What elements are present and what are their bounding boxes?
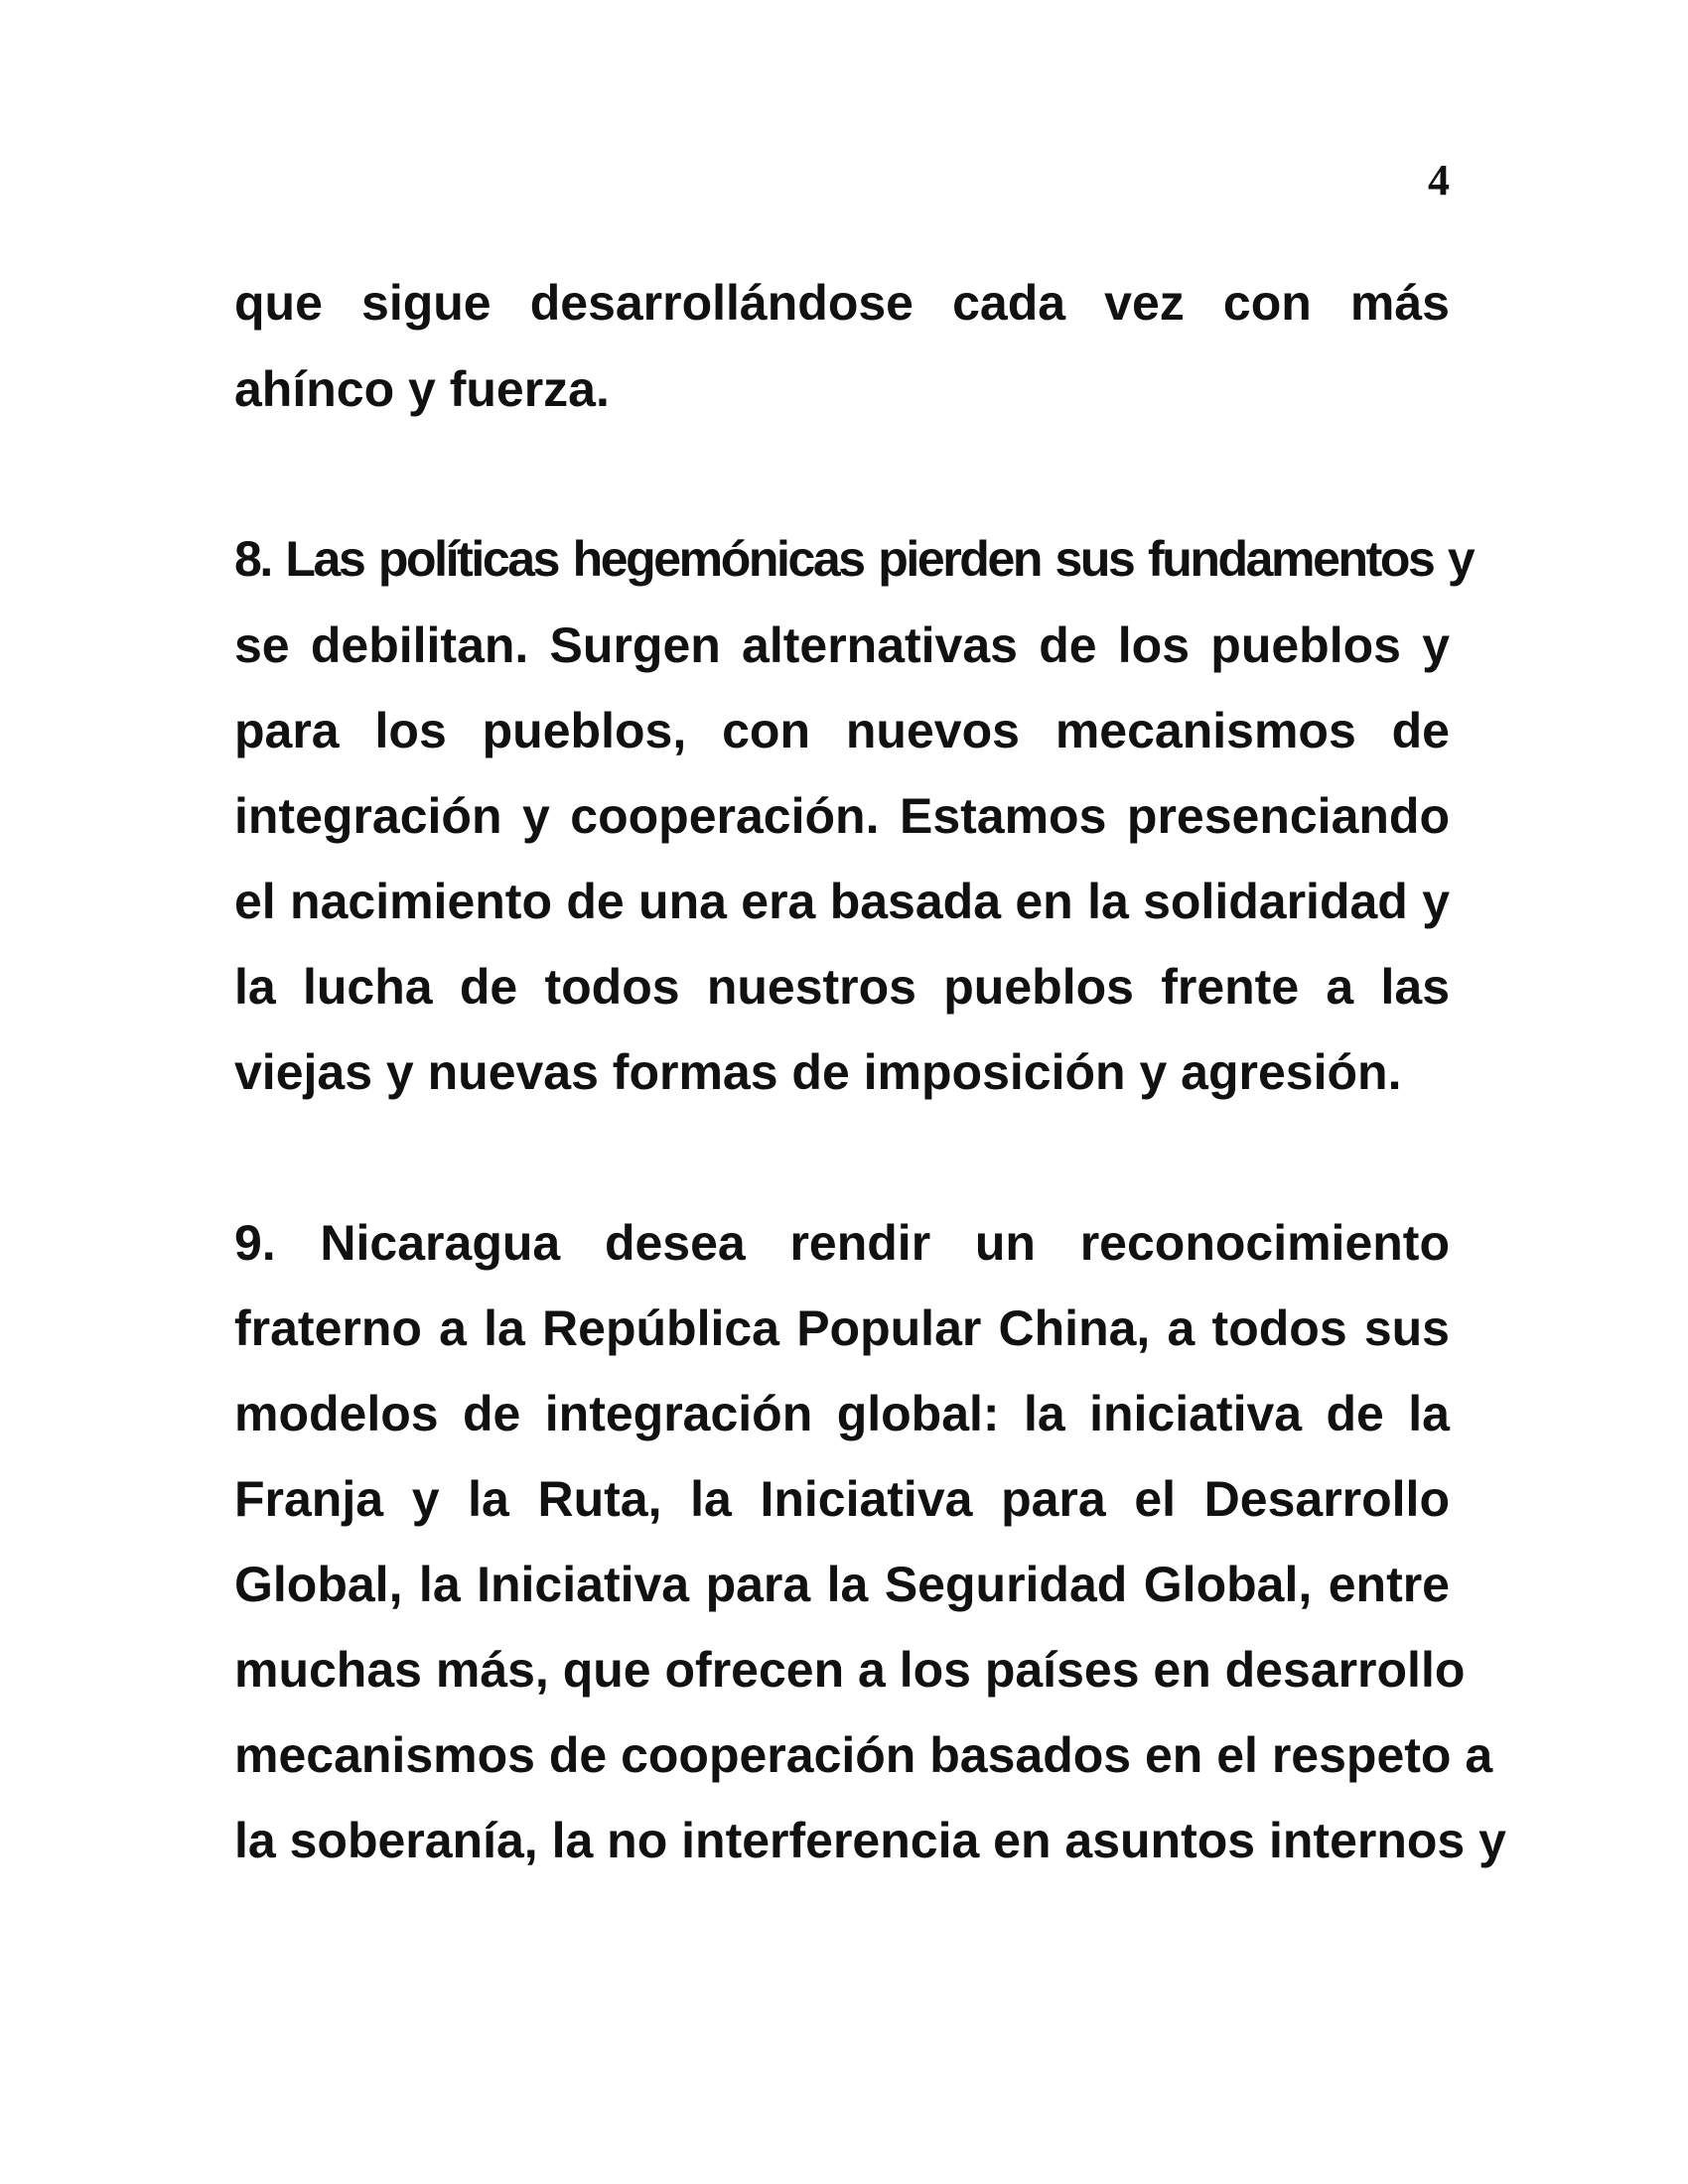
paragraph-line: modelos de integración global: la iniciativa de la	[234, 1386, 1450, 1441]
paragraph-line: 8. Las políticas hegemónicas pierden sus fundamentos y	[234, 531, 1474, 587]
paragraph-line: que sigue desarrollándose cada vez con más	[234, 275, 1450, 331]
paragraph-line: viejas y nuevas formas de imposición y agresión.	[234, 1044, 1402, 1100]
paragraph-line: mecanismos de cooperación basados en el respeto a	[234, 1727, 1493, 1783]
paragraph-line: fraterno a la República Popular China, a todos sus	[234, 1300, 1450, 1356]
paragraph-line: la lucha de todos nuestros pueblos frente a las	[234, 959, 1450, 1015]
paragraph-line: la soberanía, la no interferencia en asuntos internos y	[234, 1813, 1506, 1868]
paragraph-line: se debilitan. Surgen alternativas de los pueblos y	[234, 617, 1450, 673]
paragraph-line: para los pueblos, con nuevos mecanismos de	[234, 703, 1450, 758]
paragraph-line: Franja y la Ruta, la Iniciativa para el Desarrollo	[234, 1471, 1450, 1527]
paragraph-line: ahínco y fuerza.	[234, 361, 610, 417]
paragraph-line: 9. Nicaragua desea rendir un reconocimiento	[234, 1215, 1450, 1271]
paragraph-line: muchas más, que ofrecen a los países en desarrollo	[234, 1642, 1466, 1698]
page-number: 4	[1428, 156, 1450, 205]
paragraph-line: el nacimiento de una era basada en la solidaridad y	[234, 874, 1450, 929]
paragraph-line: integración y cooperación. Estamos presenciando	[234, 788, 1450, 844]
paragraph-line: Global, la Iniciativa para la Seguridad Global, entre	[234, 1557, 1450, 1612]
